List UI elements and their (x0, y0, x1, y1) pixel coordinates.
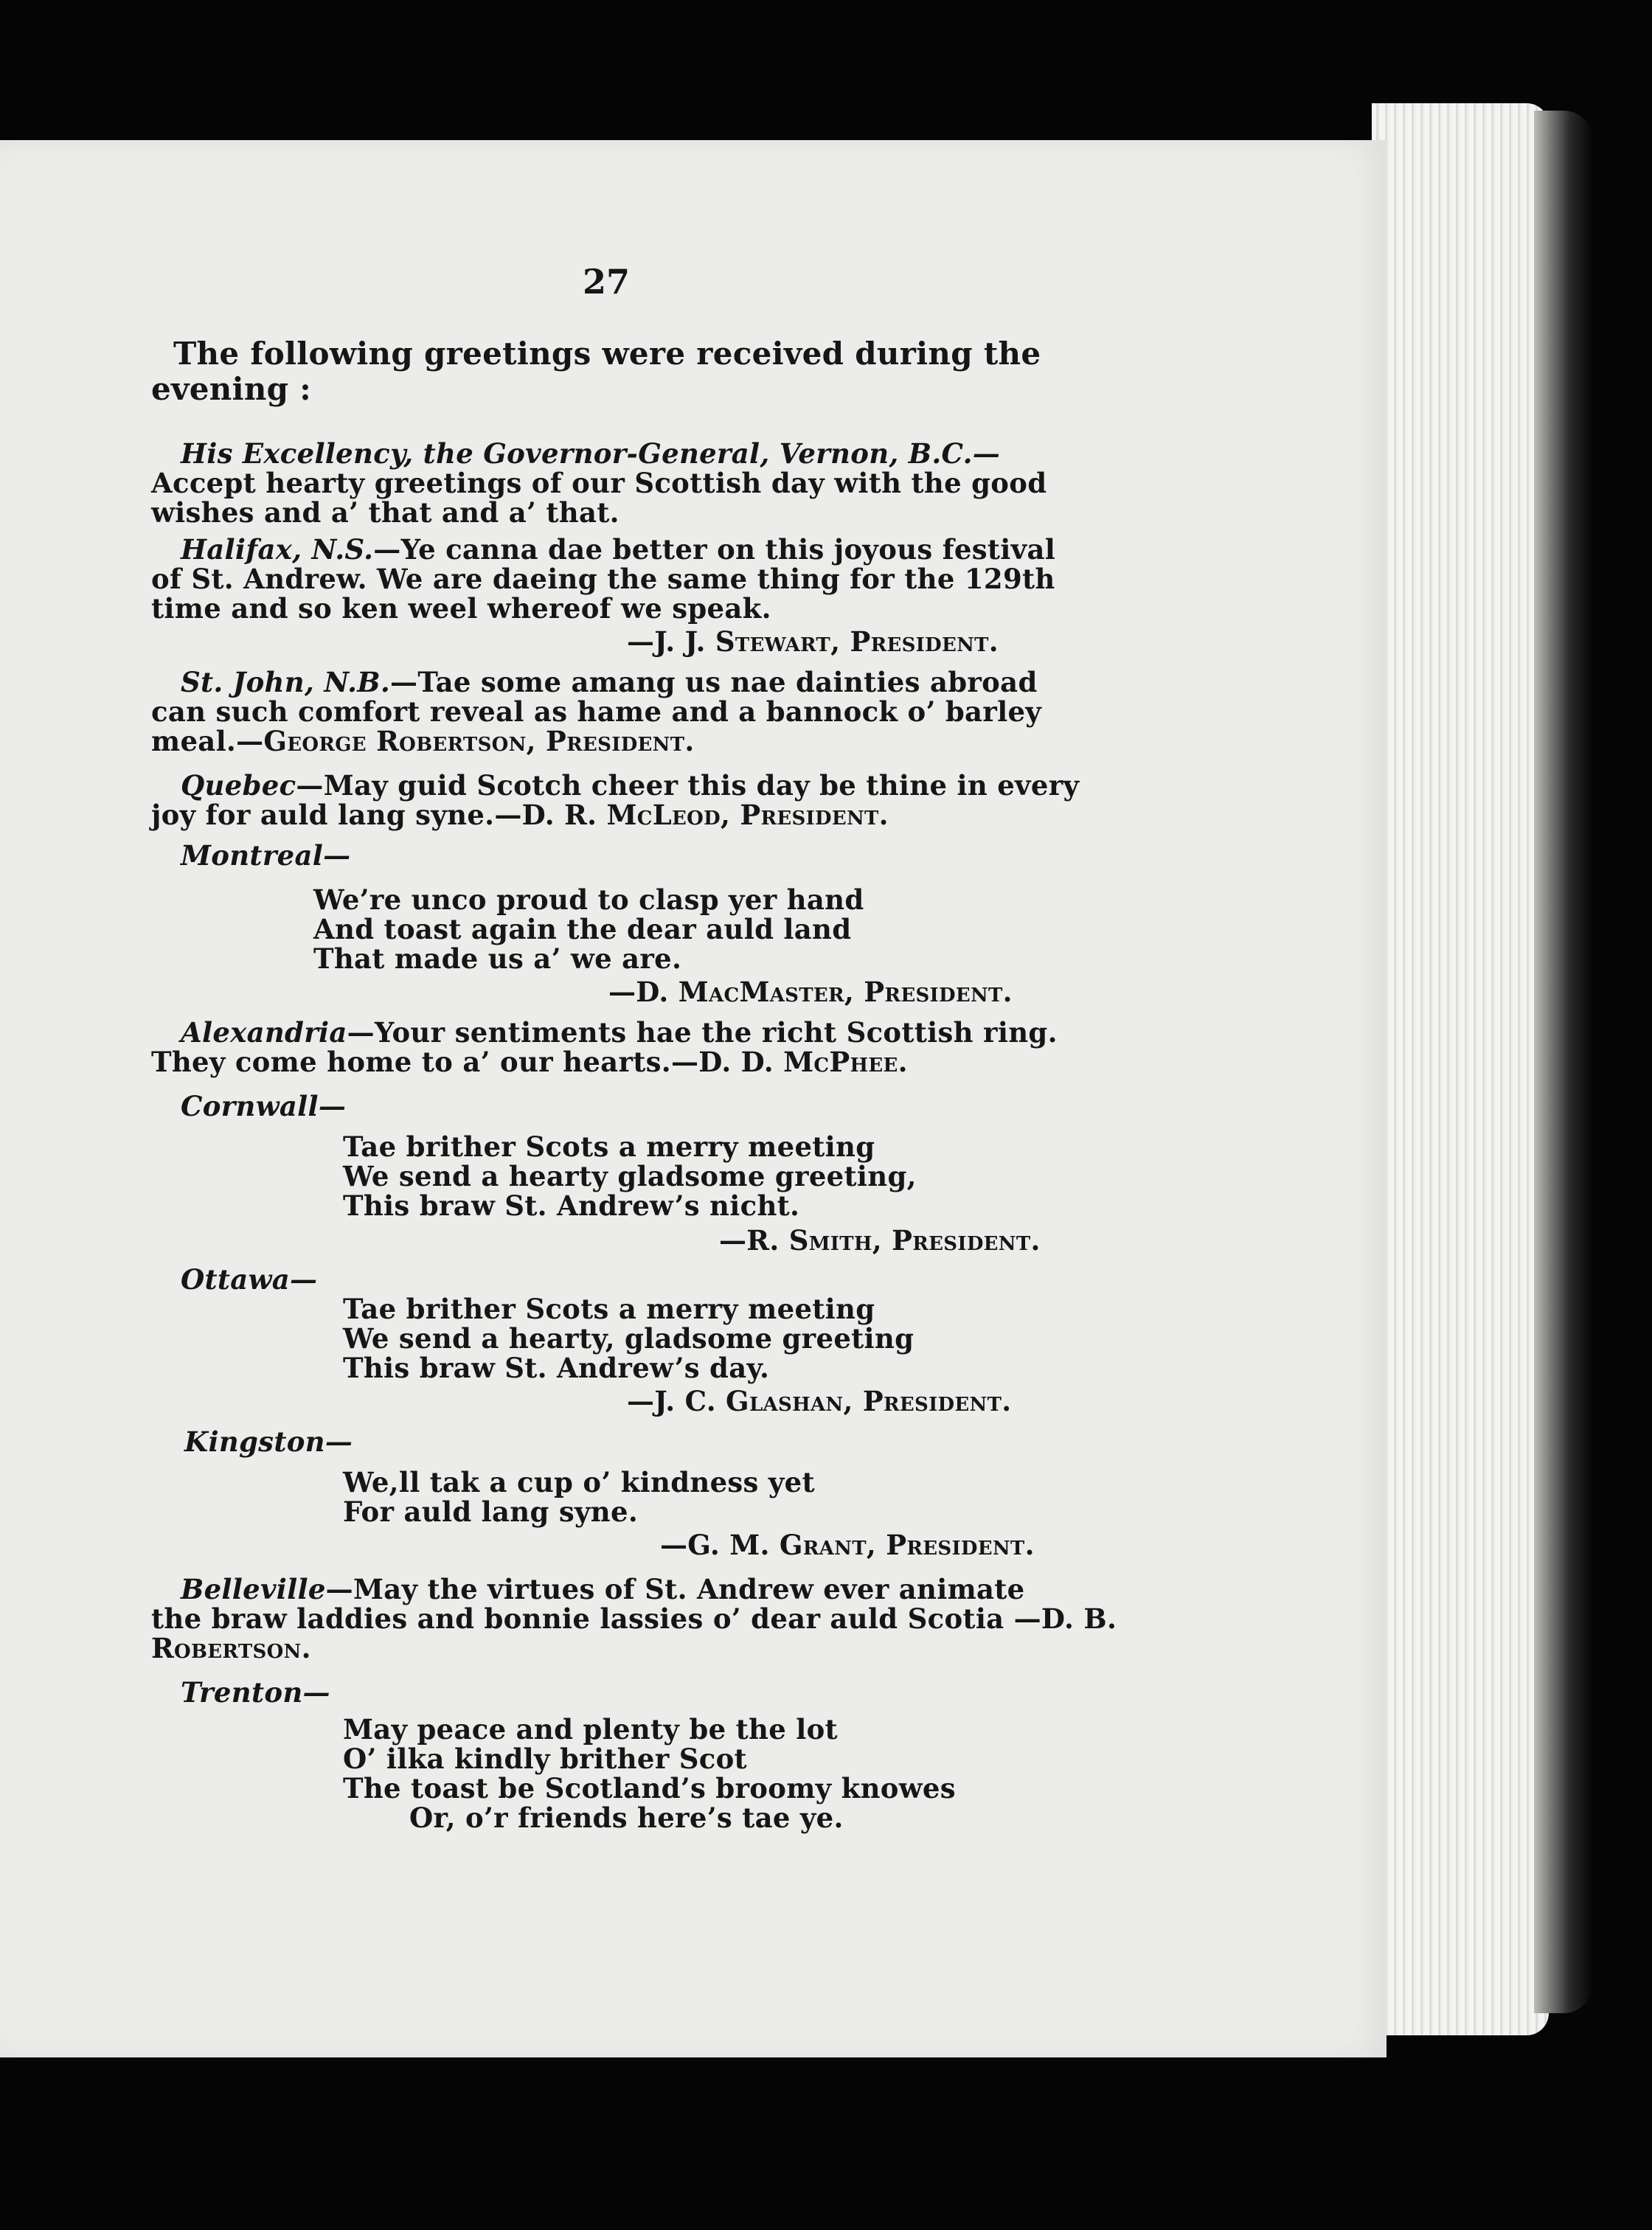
greeting-ottawa-signature: —J. C. Glashan, President. (627, 1385, 1012, 1417)
greeting-stjohn-line: can such comfort reveal as hame and a bannock o’ barley (151, 695, 1042, 728)
greeting-alexandria-last-text: They come home to a’ our hearts.— (151, 1046, 699, 1078)
verse-line: This braw St. Andrew’s day. (343, 1352, 770, 1384)
greeting-stjohn-last-text: meal.— (151, 725, 264, 757)
intro-line-2: evening : (151, 371, 312, 407)
greeting-quebec-last-line (151, 800, 889, 830)
greeting-belleville-text: —May the virtues of St. Andrew ever animate (325, 1573, 1025, 1605)
greeting-halifax-line: time and so ken weel whereof we speak. (151, 592, 771, 625)
verse-line: We’re unco proud to clasp yer hand (313, 883, 864, 916)
greeting-quebec-place: Quebec (181, 769, 296, 802)
greeting-alexandria-last-line (151, 1047, 908, 1077)
greeting-belleville-line: the braw laddies and bonnie lassies o’ dear auld Scotia —D. B. (151, 1602, 1117, 1635)
greeting-kingston-signature: —G. M. Grant, President. (660, 1529, 1035, 1561)
greeting-quebec-text: —May guid Scotch cheer this day be thine in every (296, 769, 1080, 802)
verse-line: We send a hearty gladsome greeting, (343, 1160, 917, 1192)
book-page (0, 140, 1386, 2057)
greeting-governor-place: His Excellency, the Governor-General, Vernon, B.C.— (181, 437, 1001, 470)
greeting-stjohn-signature: George Robertson, President. (263, 725, 695, 757)
verse-line: Tae brither Scots a merry meeting (343, 1293, 875, 1325)
greeting-quebec-signature: D. R. McLeod, President. (521, 799, 889, 831)
verse-line: Or, o’r friends here’s tae ye. (409, 1802, 844, 1834)
greeting-halifax-text: —Ye canna dae better on this joyous festival (373, 533, 1056, 566)
verse-line: For auld lang syne. (343, 1496, 639, 1528)
greeting-stjohn-text: —Tae some amang us nae dainties abroad (390, 666, 1038, 698)
book-fore-edge-shadow (1534, 111, 1593, 2013)
greeting-halifax-signature: —J. J. Stewart, President. (627, 625, 999, 658)
verse-line: May peace and plenty be the lot (343, 1713, 838, 1746)
verse-line: We send a hearty, gladsome greeting (343, 1322, 914, 1355)
verse-line: The toast be Scotland’s broomy knowes (343, 1772, 956, 1805)
greeting-halifax-line: of St. Andrew. We are daeing the same thing for the 129th (151, 563, 1055, 595)
verse-line: We,ll tak a cup o’ kindness yet (343, 1466, 815, 1498)
greeting-ottawa-place: Ottawa— (181, 1263, 318, 1296)
greeting-alexandria-text: —Your sentiments hae the richt Scottish ring. (347, 1016, 1058, 1049)
verse-line: That made us a’ we are. (313, 942, 682, 975)
greeting-belleville-place: Belleville (181, 1573, 326, 1605)
greeting-alexandria-place: Alexandria (181, 1016, 347, 1049)
greeting-belleville-first-line (181, 1574, 1025, 1604)
greeting-stjohn-place: St. John, N.B. (181, 666, 391, 698)
greeting-stjohn-last-line (151, 726, 695, 756)
greeting-belleville-signature: Robertson. (151, 1632, 311, 1664)
verse-line: And toast again the dear auld land (313, 913, 852, 945)
page-edges (1372, 103, 1549, 2035)
greeting-cornwall-signature: —R. Smith, President. (719, 1224, 1041, 1257)
greeting-alexandria-signature: D. D. McPhee. (698, 1046, 908, 1078)
verse-line: O’ ilka kindly brither Scot (343, 1743, 747, 1775)
greeting-quebec-last-text: joy for auld lang syne.— (151, 799, 522, 831)
intro-line-1: The following greetings were received during the (173, 336, 1041, 372)
page-number: 27 (583, 262, 631, 302)
greeting-montreal-signature: —D. MacMaster, President. (608, 976, 1013, 1008)
greeting-cornwall-place: Cornwall— (181, 1090, 347, 1122)
greeting-stjohn-first-line (181, 667, 1038, 697)
greeting-trenton-place: Trenton— (181, 1676, 330, 1709)
greeting-kingston-place: Kingston— (184, 1425, 353, 1458)
greeting-alexandria-first-line (181, 1018, 1058, 1047)
greeting-montreal-place: Montreal— (181, 839, 351, 872)
greeting-quebec-first-line (181, 771, 1079, 800)
greeting-halifax-first-line (181, 535, 1055, 564)
greeting-halifax-place: Halifax, N.S. (181, 533, 374, 566)
greeting-governor-line: Accept hearty greetings of our Scottish day with the good (151, 467, 1047, 499)
greeting-governor-line: wishes and a’ that and a’ that. (151, 496, 620, 529)
verse-line: Tae brither Scots a merry meeting (343, 1130, 875, 1163)
verse-line: This braw St. Andrew’s nicht. (343, 1189, 800, 1222)
